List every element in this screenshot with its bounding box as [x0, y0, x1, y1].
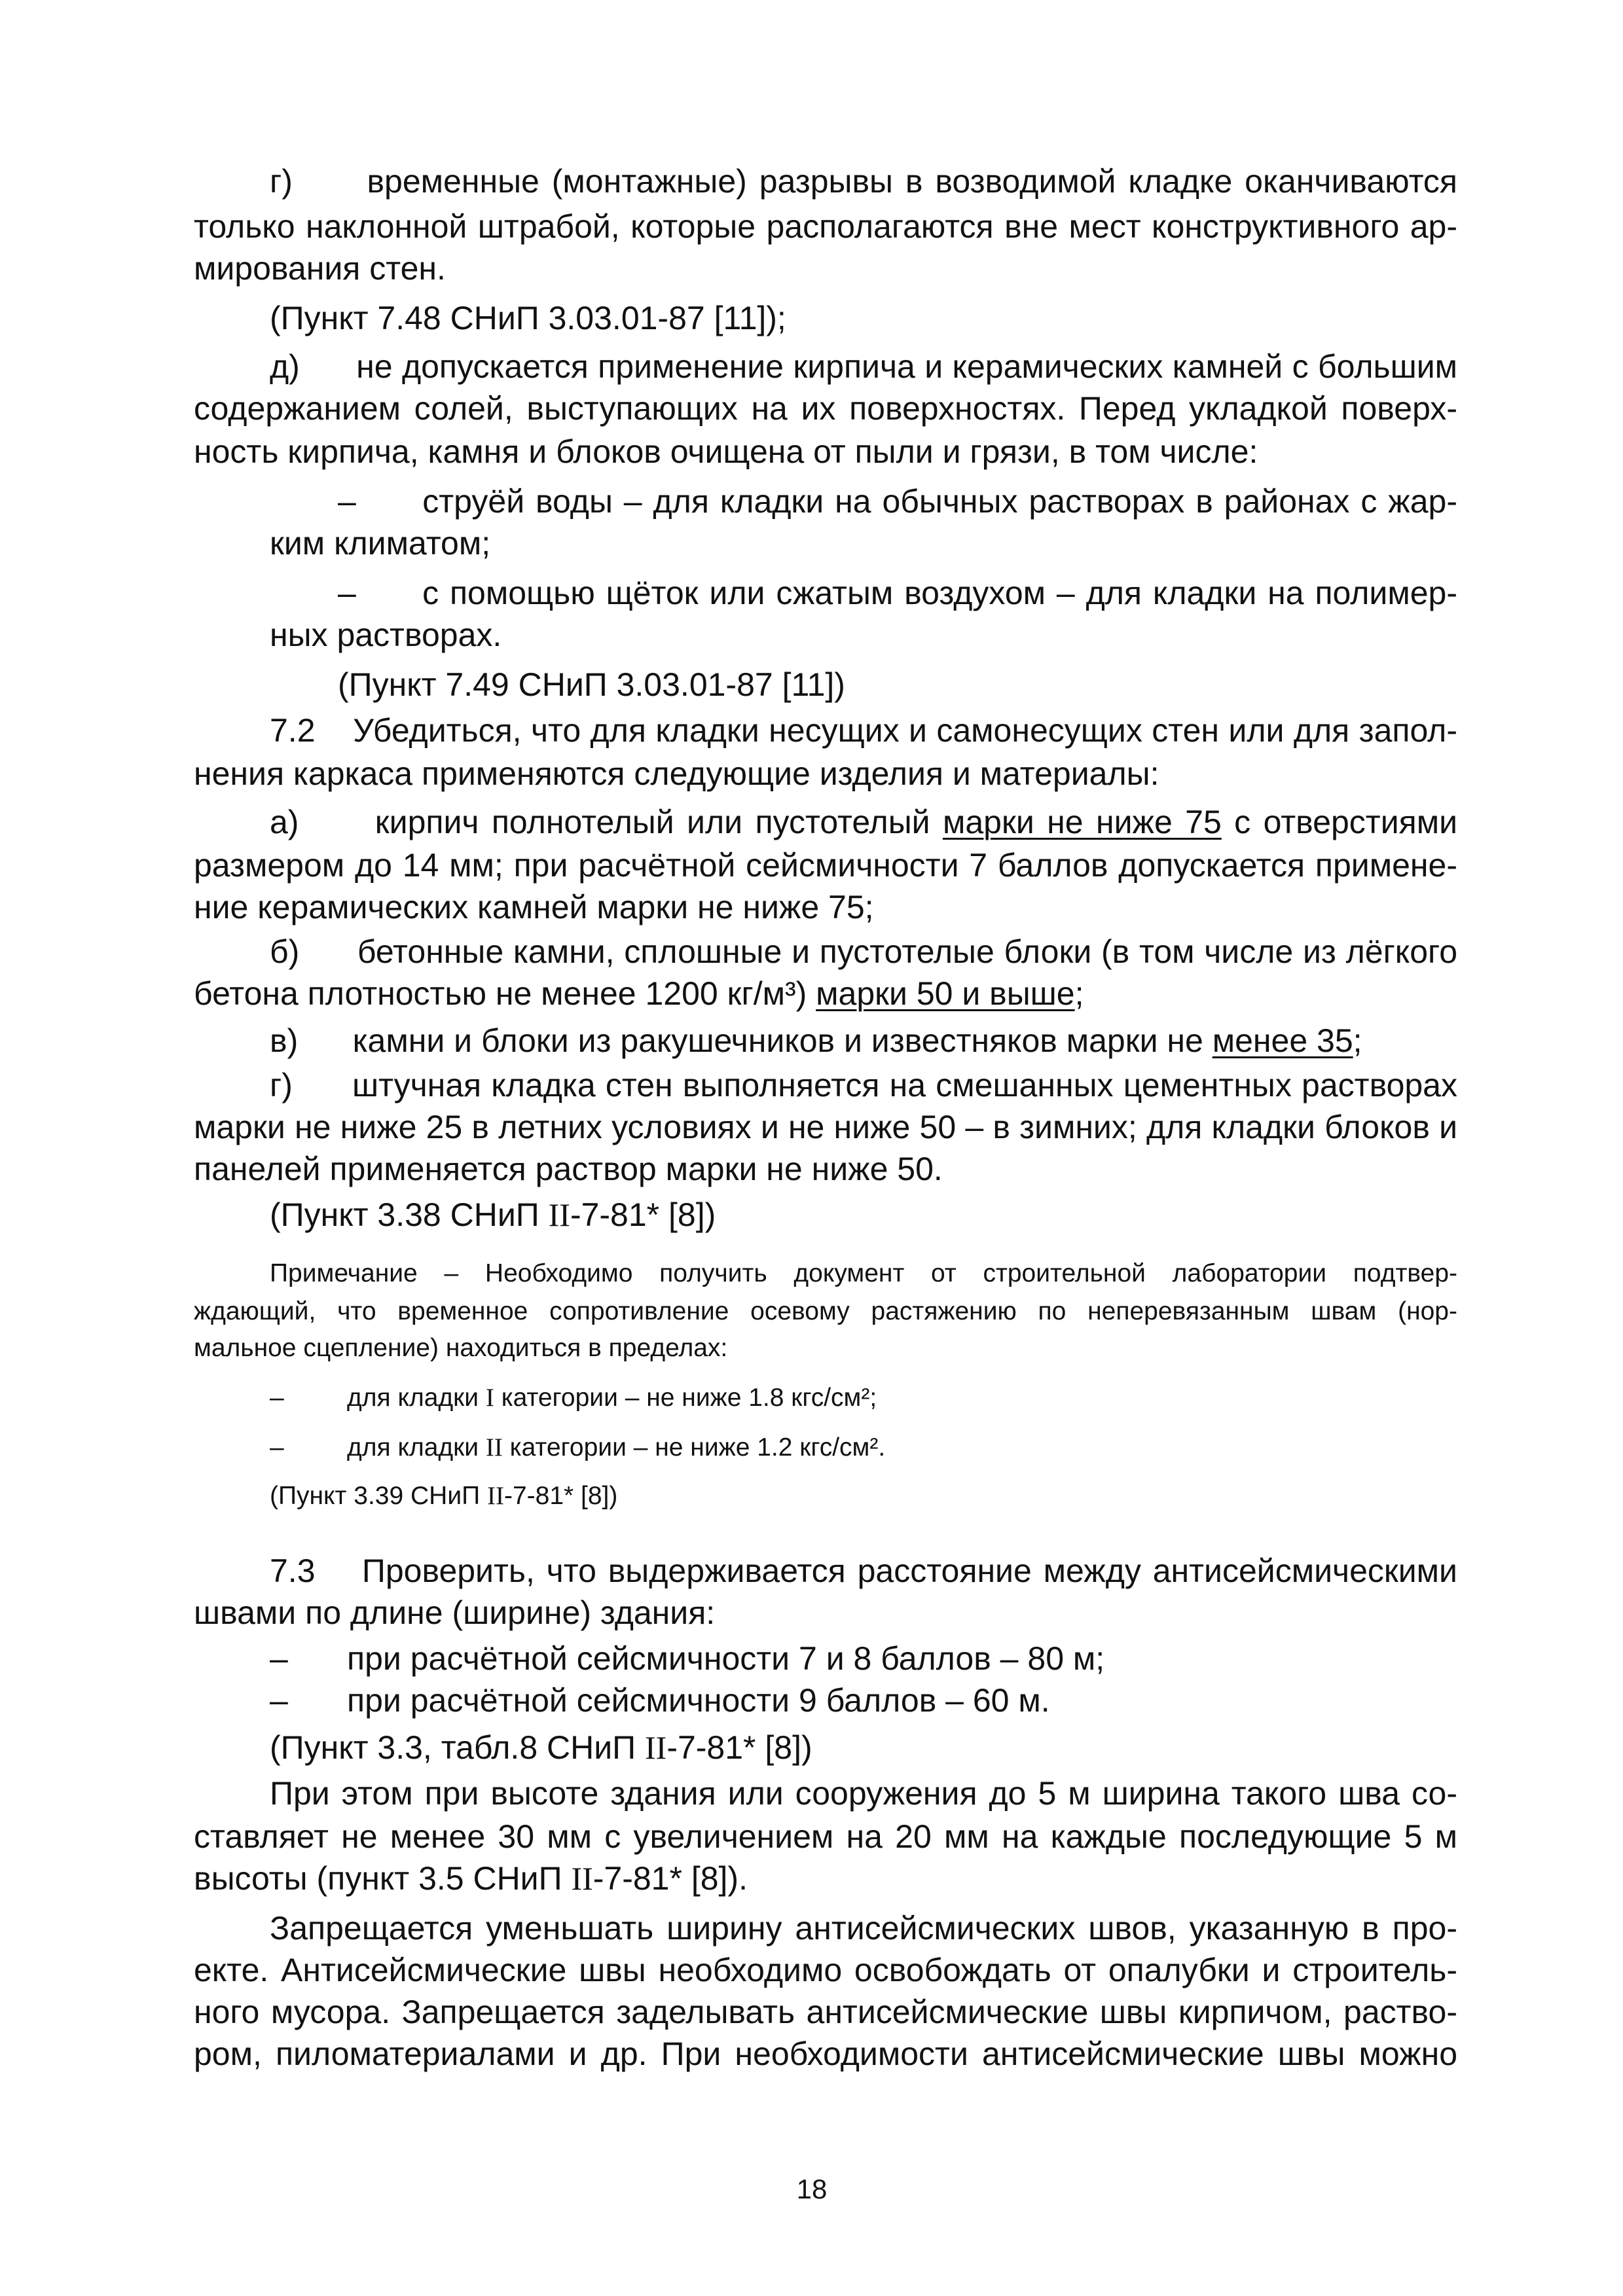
text-line: ние керамических камней марки не ниже 75;	[194, 889, 874, 925]
section-heading-7-2: 7.2 Убедиться, что для кладки несущих и самонесущих стен или для запол-	[270, 712, 1457, 749]
note-list-item-text: для кладки I категории – не ниже 1.8 кгс/см²;	[347, 1384, 877, 1412]
text-line: екте. Антисейсмические швы необходимо освобождать от опалубки и строитель-	[194, 1952, 1457, 1988]
text-line: д) не допускается применение кирпича и керамических камней с большим	[270, 348, 1457, 385]
section-heading-7-3: 7.3 Проверить, что выдерживается расстояние между антисейсмическими	[270, 1552, 1457, 1589]
text-line: ного мусора. Запрещается заделывать антисейсмические швы кирпичом, раство-	[194, 1994, 1457, 2030]
text-line: высоты (пункт 3.5 СНиП II-7-81* [8]).	[194, 1860, 748, 1897]
text-line: При этом при высоте здания или сооружения до 5 м ширина такого шва со-	[270, 1775, 1457, 1812]
reference-line: (Пункт 7.49 СНиП 3.03.01-87 [11])	[338, 666, 845, 703]
note-line: мальное сцепление) находиться в пределах:	[194, 1334, 728, 1362]
text-line: размером до 14 мм; при расчётной сейсмичности 7 баллов допускается примене-	[194, 847, 1457, 884]
text-line: только наклонной штрабой, которые располагаются вне мест конструктивного ар-	[194, 208, 1457, 245]
text-line: мирования стен.	[194, 250, 446, 287]
text-line: в) камни и блоки из ракушечников и известняков марки не менее 35;	[270, 1022, 1362, 1059]
reference-line: (Пункт 3.39 СНиП II-7-81* [8])	[270, 1482, 618, 1510]
text-line: содержанием солей, выступающих на их поверхностях. Перед укладкой поверх-	[194, 390, 1457, 427]
text-line: панелей применяется раствор марки не ниже 50.	[194, 1151, 943, 1187]
text-line: ставляет не менее 30 мм с увеличением на 20 мм на каждые последующие 5 м	[194, 1818, 1457, 1855]
reference-line: (Пункт 3.38 СНиП II-7-81* [8])	[270, 1196, 716, 1233]
list-item: ных растворах.	[270, 617, 502, 653]
text-line: б) бетонные камни, сплошные и пустотелые блоки (в том числе из лёгкого	[270, 933, 1457, 970]
list-item: – струёй воды – для кладки на обычных растворах в районах с жар-	[338, 483, 1457, 520]
text-line: г) штучная кладка стен выполняется на смешанных цементных растворах	[270, 1067, 1457, 1103]
page-number: 18	[796, 2174, 828, 2204]
text-line: ность кирпича, камня и блоков очищена от пыли и грязи, в том числе:	[194, 433, 1258, 470]
note-list-item-text: для кладки II категории – не ниже 1.2 кгс/см².	[347, 1433, 886, 1462]
text-line: марки не ниже 25 в летних условиях и не ниже 50 – в зимних; для кладки блоков и	[194, 1109, 1457, 1145]
list-item: –	[270, 1682, 288, 1719]
text-line: Запрещается уменьшать ширину антисейсмических швов, указанную в про-	[270, 1910, 1457, 1946]
list-item-text: при расчётной сейсмичности 7 и 8 баллов – 80 м;	[347, 1640, 1105, 1677]
list-item: ким климатом;	[270, 525, 491, 562]
text-line: г) временные (монтажные) разрывы в возводимой кладке оканчиваются	[270, 163, 1457, 200]
text-line: а) кирпич полнотелый или пустотелый марки не ниже 75 с отверстиями	[270, 804, 1457, 840]
list-item: –	[270, 1640, 288, 1677]
note-list-item: –	[270, 1433, 284, 1462]
text-line: нения каркаса применяются следующие изделия и материалы:	[194, 755, 1159, 792]
text-line: швами по длине (ширине) здания:	[194, 1594, 716, 1631]
list-item-text: при расчётной сейсмичности 9 баллов – 60 м.	[347, 1682, 1050, 1719]
list-item: – с помощью щёток или сжатым воздухом – для кладки на полимер-	[338, 575, 1457, 611]
note-line: ждающий, что временное сопротивление осевому растяжению по неперевязанным швам (нор-	[194, 1297, 1457, 1325]
text-line: ром, пиломатериалами и др. При необходимости антисейсмические швы можно	[194, 2036, 1457, 2072]
text-line: бетона плотностью не менее 1200 кг/м³) марки 50 и выше;	[194, 975, 1084, 1012]
note-line: Примечание – Необходимо получить документ от строительной лаборатории подтвер-	[270, 1259, 1457, 1287]
reference-line: (Пункт 7.48 СНиП 3.03.01-87 [11]);	[270, 300, 786, 336]
reference-line: (Пункт 3.3, табл.8 СНиП II-7-81* [8])	[270, 1729, 812, 1766]
note-list-item: –	[270, 1384, 284, 1412]
